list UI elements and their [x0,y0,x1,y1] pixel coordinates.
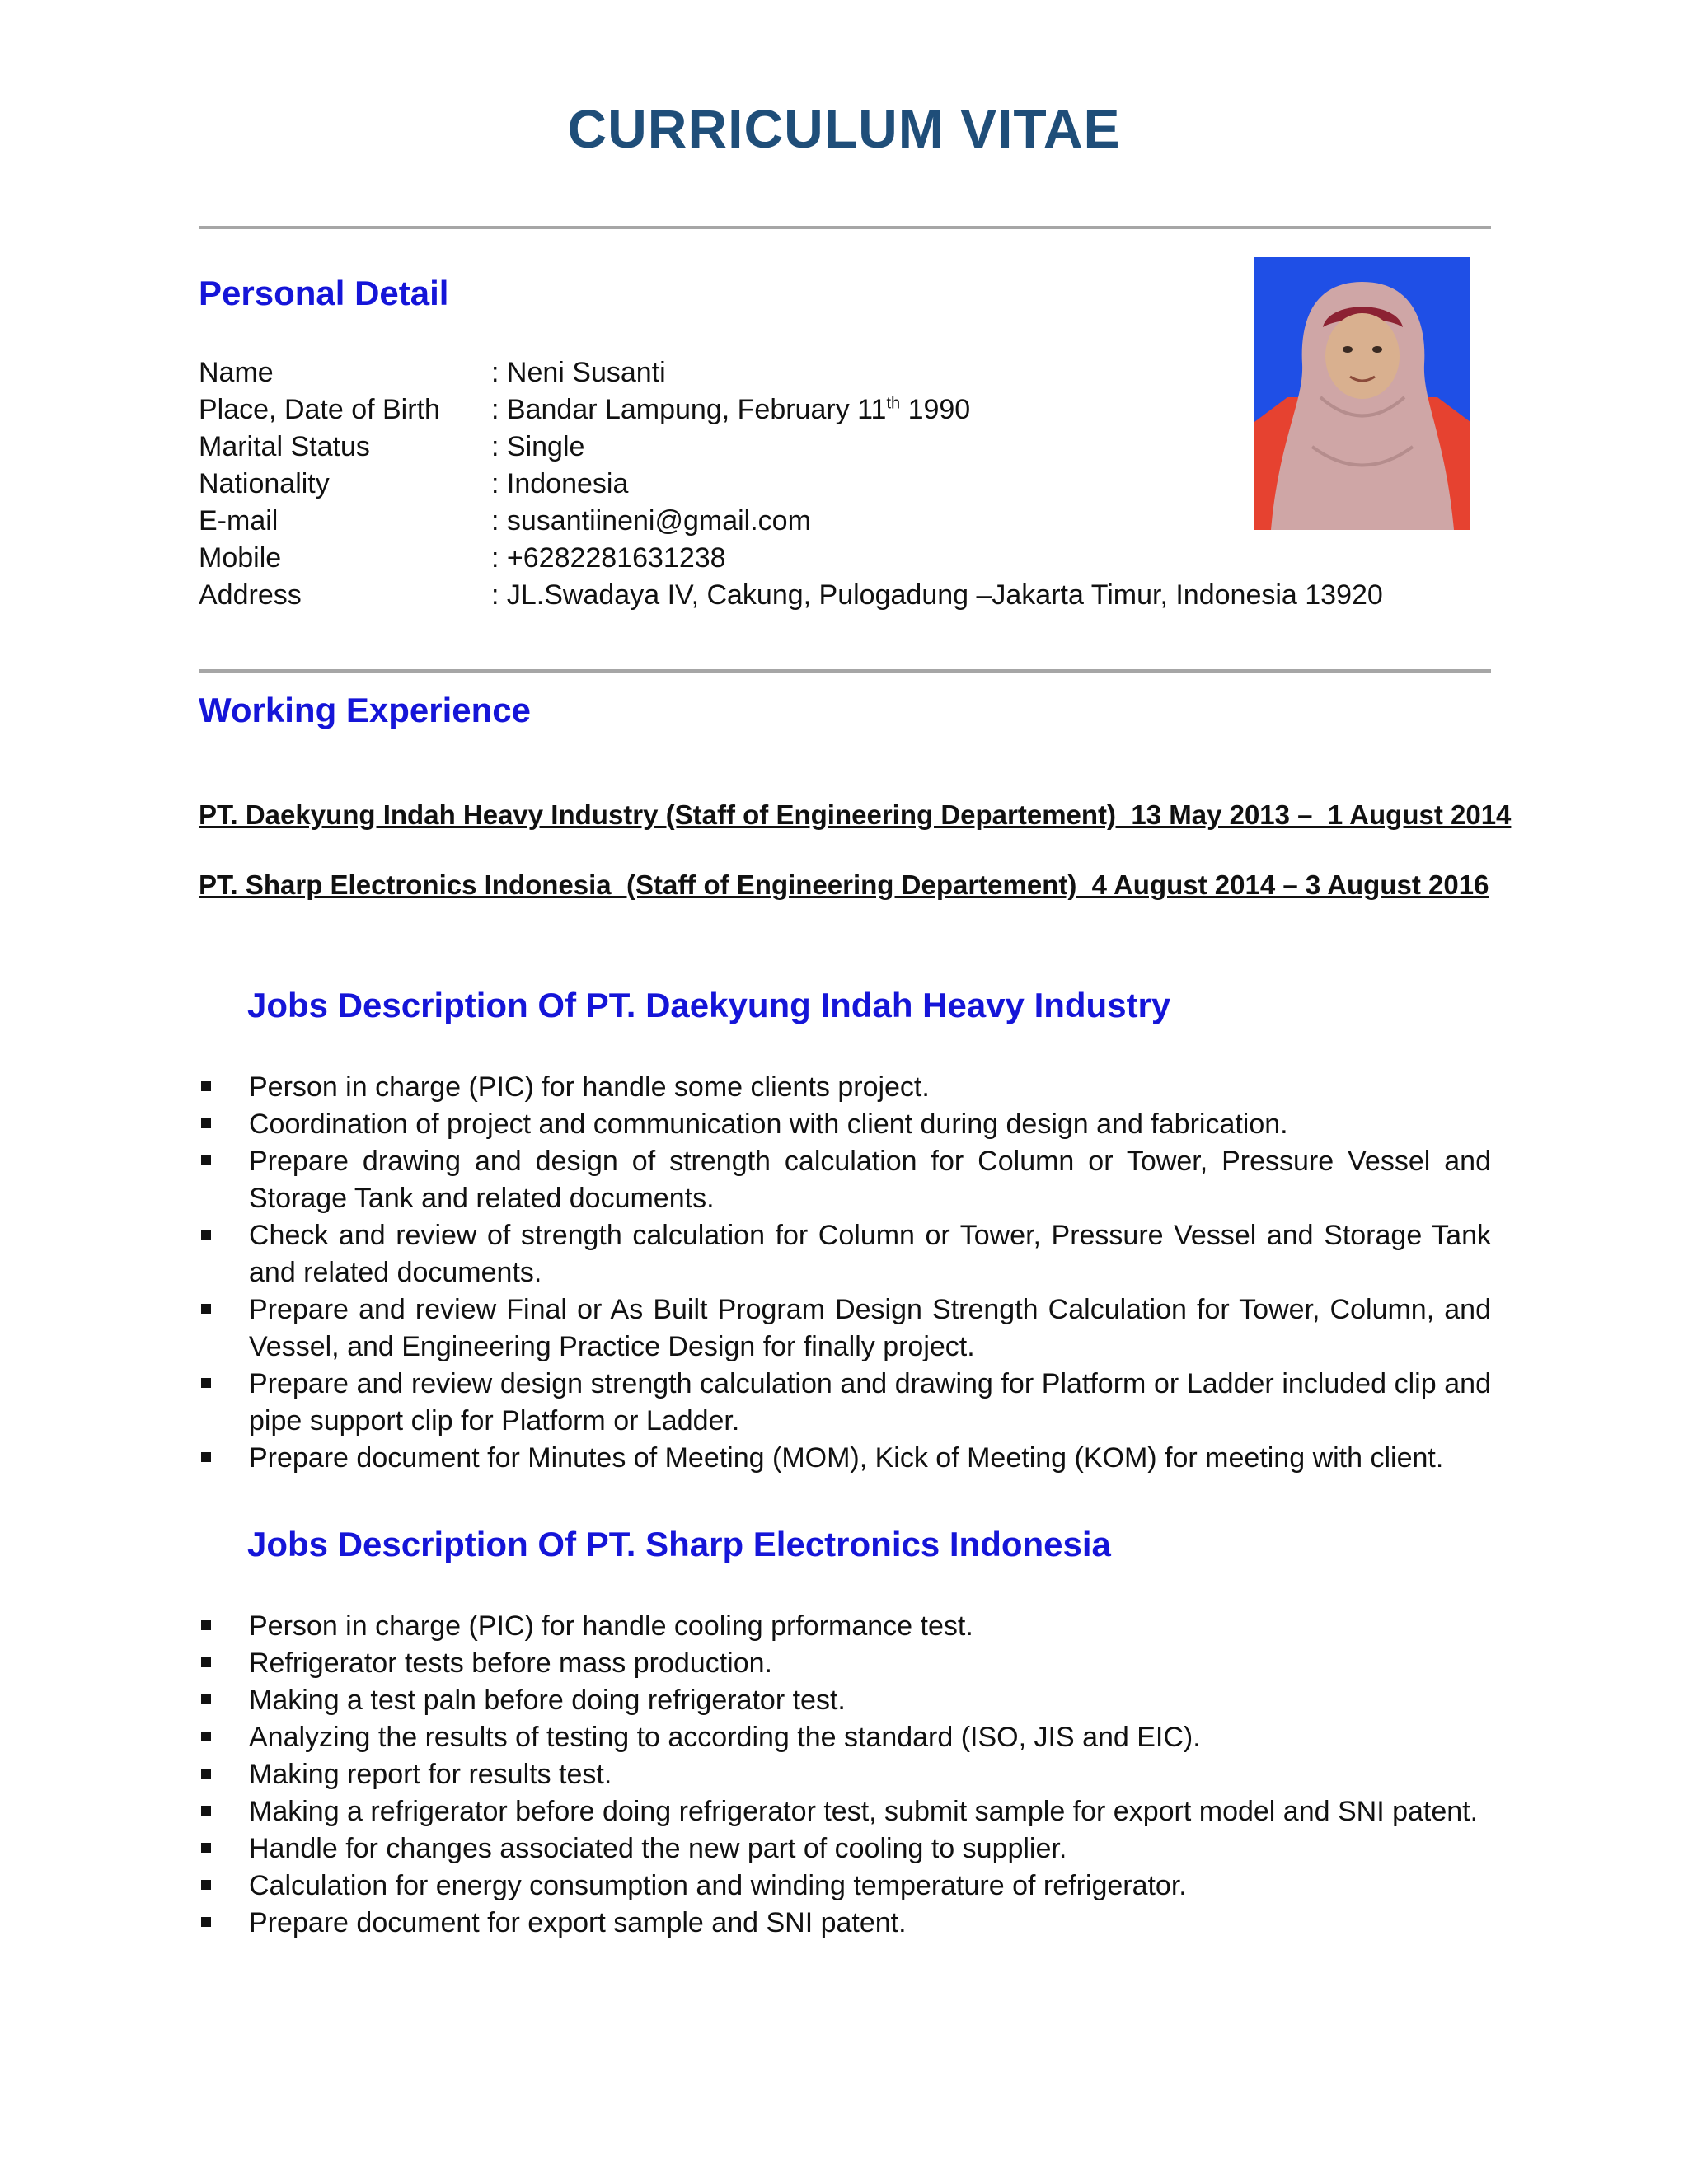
bullet-square-icon [201,1081,211,1091]
detail-value: : Indonesia [491,468,629,499]
detail-label: E-mail [199,505,279,537]
bullet-square-icon [201,1657,211,1667]
bullet-square-icon [201,1304,211,1314]
jobs-daekyung-heading: Jobs Description Of PT. Daekyung Indah Heavy Industry [247,986,1171,1024]
jobs-daekyung-list [199,1069,1491,1477]
bullet-square-icon [201,1806,211,1816]
personal-details [199,354,1394,614]
list-item [199,1719,1491,1756]
list-item-text: Analyzing the results of testing to according the standard (ISO, JIS and EIC). [249,1722,1201,1753]
birth-ordinal: th [886,394,901,413]
detail-label: Marital Status [199,431,370,462]
list-item [199,1868,1491,1905]
divider [199,669,1491,673]
list-item-text: Prepare and review design strength calculation and drawing for Platform or Ladder included clip and pipe support clip for Platform or Ladder. [249,1368,1491,1436]
working-experience-heading: Working Experience [199,691,532,729]
list-item-text: Calculation for energy consumption and winding temperature of refrigerator. [249,1870,1187,1901]
bullet-square-icon [201,1880,211,1890]
detail-row-nationality [199,466,1394,503]
jobs-sharp-list [199,1608,1491,1942]
list-item-text: Prepare document for Minutes of Meeting (MOM), Kick of Meeting (KOM) for meeting with client. [249,1442,1444,1474]
list-item [199,1608,1491,1645]
detail-value: : JL.Swadaya IV, Cakung, Pulogadung –Jakarta Timur, Indonesia 13920 [491,579,1383,611]
bullet-square-icon [201,1620,211,1630]
list-item [199,1756,1491,1793]
detail-row-name [199,354,1394,391]
detail-value: : Neni Susanti [491,357,666,388]
list-item [199,1291,1491,1366]
bullet-square-icon [201,1452,211,1462]
detail-label: Place, Date of Birth [199,394,440,425]
list-item [199,1366,1491,1440]
list-item [199,1682,1491,1719]
birth-text: : Bandar Lampung, February 11 [491,394,887,425]
bullet-square-icon [201,1917,211,1927]
detail-value: : Single [491,431,585,462]
divider [199,226,1491,229]
list-item-text: Coordination of project and communication with client during design and fabrication. [249,1108,1288,1140]
bullet-square-icon [201,1769,211,1779]
list-item [199,1645,1491,1682]
detail-row-email [199,503,1394,540]
jobs-sharp-heading: Jobs Description Of PT. Sharp Electronics Indonesia [247,1525,1111,1563]
list-item-text: Person in charge (PIC) for handle cooling prformance test. [249,1610,973,1642]
list-item-text: Prepare drawing and design of strength calculation for Column or Tower, Pressure Vessel and Storage Tank and related documents. [249,1146,1491,1214]
detail-value: : +6282281631238 [491,542,726,574]
list-item-text: Handle for changes associated the new part of cooling to supplier. [249,1833,1067,1864]
bullet-square-icon [201,1230,211,1240]
list-item [199,1143,1491,1217]
detail-row-marital [199,429,1394,466]
bullet-square-icon [201,1694,211,1704]
personal-detail-heading: Personal Detail [199,274,449,312]
list-item [199,1793,1491,1830]
list-item-text: Prepare document for export sample and SNI patent. [249,1907,907,1938]
list-item-text: Prepare and review Final or As Built Program Design Strength Calculation for Tower, Column, and Vessel, and Engineering Practice Design for finally project. [249,1294,1491,1362]
birth-year: 1990 [900,394,971,425]
bullet-square-icon [201,1118,211,1128]
list-item [199,1440,1491,1477]
list-item [199,1217,1491,1291]
bullet-square-icon [201,1378,211,1388]
list-item-text: Refrigerator tests before mass production. [249,1647,772,1679]
list-item [199,1830,1491,1868]
detail-row-birth [199,391,1394,429]
list-item-text: Making report for results test. [249,1759,612,1790]
detail-row-address [199,577,1394,614]
list-item-text: Making a refrigerator before doing refrigerator test, submit sample for export model and SNI patent. [249,1796,1479,1827]
list-item [199,1069,1491,1106]
detail-value-birth [491,391,970,429]
list-item [199,1106,1491,1143]
work-entry-sharp: PT. Sharp Electronics Indonesia (Staff of Engineering Departement) 4 August 2014 – 3 August 2016 [199,869,1489,900]
page-title: CURRICULUM VITAE [567,98,1121,159]
detail-label: Name [199,357,274,388]
list-item-text: Making a test paln before doing refrigerator test. [249,1685,846,1716]
detail-value-email: : susantiineni@gmail.com [491,505,811,537]
detail-label: Mobile [199,542,282,574]
list-item [199,1905,1491,1942]
detail-label: Nationality [199,468,330,499]
bullet-square-icon [201,1155,211,1165]
detail-label: Address [199,579,302,611]
bullet-square-icon [201,1843,211,1853]
list-item-text: Check and review of strength calculation for Column or Tower, Pressure Vessel and Storage Tank and related documents. [249,1220,1491,1288]
detail-row-mobile [199,540,1394,577]
work-entry-daekyung: PT. Daekyung Indah Heavy Industry (Staff of Engineering Departement) 13 May 2013 – 1 August 2014 [199,799,1512,830]
bullet-square-icon [201,1732,211,1741]
list-item-text: Person in charge (PIC) for handle some clients project. [249,1071,930,1103]
